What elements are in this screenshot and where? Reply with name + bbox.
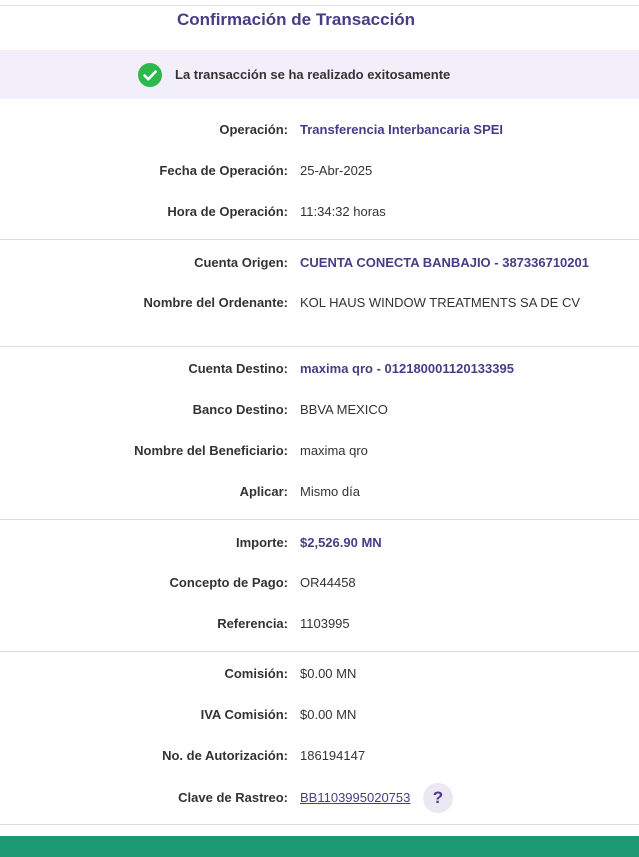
page-title: Confirmación de Transacción: [177, 10, 416, 29]
row-cuenta-origen: [0, 255, 639, 275]
fecha-value: 25-Abr-2025: [300, 163, 373, 178]
row-banco-destino: [0, 402, 639, 422]
fecha-label: Fecha de Operación:: [159, 163, 288, 178]
top-divider: [0, 5, 639, 6]
cuenta-origen-label: Cuenta Origen:: [194, 255, 288, 270]
footer-bar: [0, 836, 639, 857]
beneficiario-label: Nombre del Beneficiario:: [134, 443, 288, 458]
referencia-value: 1103995: [300, 616, 350, 631]
row-autorizacion: [0, 748, 639, 768]
operacion-value: Transferencia Interbancaria SPEI: [300, 122, 504, 137]
section-divider: [0, 519, 639, 520]
row-concepto: [0, 575, 639, 595]
clave-rastreo-label: Clave de Rastreo:: [178, 790, 288, 805]
row-cuenta-destino: [0, 361, 639, 381]
row-comision: [0, 666, 639, 686]
row-referencia: [0, 616, 639, 636]
ordenante-value: KOL HAUS WINDOW TREATMENTS SA DE CV: [300, 295, 581, 310]
cuenta-destino-label: Cuenta Destino:: [188, 361, 288, 376]
cuenta-destino-value: maxima qro - 012180001120133395: [300, 361, 514, 376]
autorizacion-label: No. de Autorización:: [162, 748, 288, 763]
hora-label: Hora de Operación:: [167, 204, 288, 219]
row-fecha: [0, 163, 639, 183]
hora-value: 11:34:32 horas: [300, 204, 386, 219]
row-importe: [0, 535, 639, 555]
iva-comision-label: IVA Comisión:: [200, 707, 288, 722]
concepto-value: OR44458: [300, 575, 356, 590]
concepto-label: Concepto de Pago:: [169, 575, 288, 590]
comision-value: $0.00 MN: [300, 666, 357, 681]
autorizacion-value: 186194147: [300, 748, 366, 763]
aplicar-label: Aplicar:: [239, 484, 288, 499]
row-hora: [0, 204, 639, 224]
iva-comision-value: $0.00 MN: [300, 707, 357, 722]
row-ordenante: [0, 295, 639, 315]
row-beneficiario: [0, 443, 639, 463]
importe-value: $2,526.90 MN: [300, 535, 382, 550]
operacion-label: Operación:: [219, 122, 288, 137]
beneficiario-value: maxima qro: [300, 443, 368, 458]
row-aplicar: [0, 484, 639, 504]
section-divider: [0, 824, 639, 825]
help-question-button[interactable]: ?: [423, 783, 453, 813]
section-divider: [0, 239, 639, 240]
check-circle-icon: [138, 63, 162, 87]
section-divider: [0, 346, 639, 347]
cuenta-origen-value: CUENTA CONECTA BANBAJIO - 387336710201: [300, 255, 589, 270]
comision-label: Comisión:: [224, 666, 288, 681]
referencia-label: Referencia:: [217, 616, 288, 631]
success-message: La transacción se ha realizado exitosamente: [175, 67, 451, 82]
row-operacion: [0, 122, 639, 142]
aplicar-value: Mismo día: [300, 484, 360, 499]
row-clave-rastreo: [0, 790, 639, 810]
banco-destino-value: BBVA MEXICO: [300, 402, 388, 417]
clave-rastreo-link[interactable]: BB1103995020753: [300, 790, 411, 805]
banco-destino-label: Banco Destino:: [192, 402, 288, 417]
ordenante-label: Nombre del Ordenante:: [143, 295, 288, 310]
section-divider: [0, 651, 639, 652]
row-iva-comision: [0, 707, 639, 727]
importe-label: Importe:: [236, 535, 288, 550]
